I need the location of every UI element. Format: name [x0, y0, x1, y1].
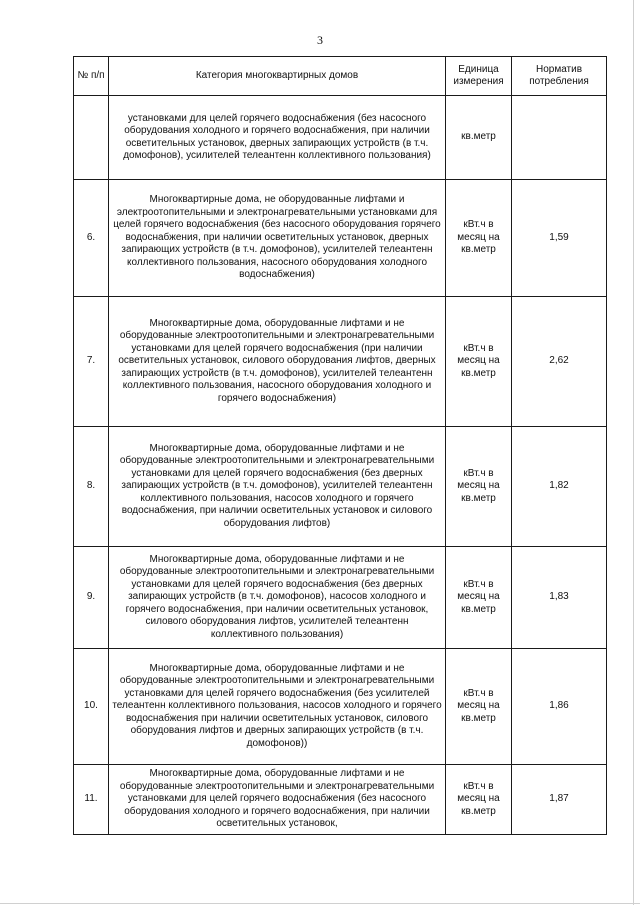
row-unit: кВт.ч в месяц на кв.метр	[446, 297, 512, 427]
page-edge-right	[633, 0, 634, 905]
row-norm: 1,59	[512, 180, 607, 297]
row-num: 8.	[74, 427, 109, 547]
row-unit: кв.метр	[446, 96, 512, 180]
row-unit: кВт.ч в месяц на кв.метр	[446, 547, 512, 649]
row-category: Многоквартирные дома, не оборудованные лифтами и электроотопительными и электронагревательными установками для целей горячего водоснабжения (без насосного оборудования горячего водоснабжения, при наличии осветительных установок, дверных запирающих устройств (в т.ч. домофонов), усилителей телеантенн коллективного пользования, насосного оборудования холодного водоснабжения)	[109, 180, 446, 297]
page-edge-bottom	[0, 903, 640, 904]
table-row	[74, 180, 607, 297]
row-unit: кВт.ч в месяц на кв.метр	[446, 649, 512, 765]
table-row	[74, 649, 607, 765]
row-num: 9.	[74, 547, 109, 649]
row-category: Многоквартирные дома, оборудованные лифтами и не оборудованные электроотопительными и электронагревательными установками для целей горячего водоснабжения (без насосного оборудования холодного и горячего водоснабжения, при наличии осветительных установок,	[109, 765, 446, 835]
row-norm	[512, 96, 607, 180]
row-norm: 1,86	[512, 649, 607, 765]
row-unit: кВт.ч в месяц на кв.метр	[446, 427, 512, 547]
table-header-row	[74, 57, 607, 96]
table-row	[74, 96, 607, 180]
row-norm: 2,62	[512, 297, 607, 427]
table-row	[74, 547, 607, 649]
row-category: Многоквартирные дома, оборудованные лифтами и не оборудованные электроотопительными и электронагревательными установками для целей горячего водоснабжения (при наличии осветительных установок, силового оборудования лифтов, дверных запирающих устройств (в т.ч. домофонов), усилителей телеантенн коллективного пользования, насосного оборудования холодного и горячего водоснабжения)	[109, 297, 446, 427]
row-category: Многоквартирные дома, оборудованные лифтами и не оборудованные электроотопительными и электронагревательными установками для целей горячего водоснабжения (без дверных запирающих устройств (в т.ч. домофонов), насосов холодного и горячего водоснабжения, при наличии осветительных установок, силового оборудования лифтов, усилителей телеантенн коллективного пользования)	[109, 547, 446, 649]
table-row	[74, 427, 607, 547]
header-num: № п/п	[74, 57, 109, 96]
row-unit: кВт.ч в месяц на кв.метр	[446, 180, 512, 297]
row-category: Многоквартирные дома, оборудованные лифтами и не оборудованные электроотопительными и электронагревательными установками для целей горячего водоснабжения (без дверных запирающих устройств (в т.ч. домофонов), усилителей телеантенн коллективного пользования, насосов холодного и горячего водоснабжения, при наличии осветительных установок и силового оборудования лифтов)	[109, 427, 446, 547]
row-norm: 1,82	[512, 427, 607, 547]
consumption-norms-table	[73, 56, 607, 835]
row-norm: 1,87	[512, 765, 607, 835]
row-num: 6.	[74, 180, 109, 297]
row-category: Многоквартирные дома, оборудованные лифтами и не оборудованные электроотопительными и электронагревательными установками для целей горячего водоснабжения (без усилителей телеантенн коллективного пользования, насосов холодного и горячего водоснабжения при наличии осветительных установок, силового оборудования лифтов и дверных запирающих устройств (в т.ч. домофонов))	[109, 649, 446, 765]
row-num	[74, 96, 109, 180]
row-num: 7.	[74, 297, 109, 427]
row-norm: 1,83	[512, 547, 607, 649]
row-num: 11.	[74, 765, 109, 835]
header-category: Категория многоквартирных домов	[109, 57, 446, 96]
row-category: установками для целей горячего водоснабжения (без насосного оборудования холодного и горячего водоснабжения, при наличии осветительных установок, дверных запирающих устройств (в т.ч. домофонов), усилителей телеантенн коллективного пользования)	[109, 96, 446, 180]
row-unit: кВт.ч в месяц на кв.метр	[446, 765, 512, 835]
header-unit: Единица измерения	[446, 57, 512, 96]
row-num: 10.	[74, 649, 109, 765]
table-row	[74, 297, 607, 427]
page-number: 3	[317, 33, 323, 47]
table-row	[74, 765, 607, 835]
header-norm: Норматив потребления	[512, 57, 607, 96]
